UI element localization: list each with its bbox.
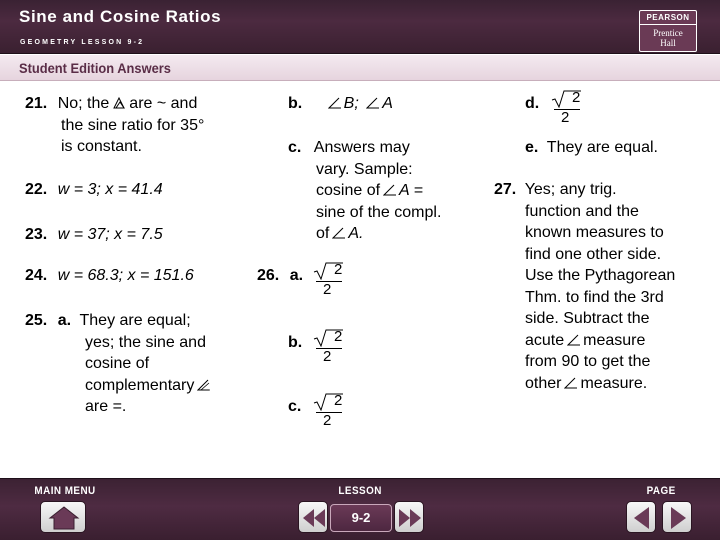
next-lesson-button[interactable] bbox=[394, 501, 424, 533]
angle-icon bbox=[366, 97, 380, 109]
answer-25: 25. a. They are equal; yes; the sine and cosine of complementary are =. bbox=[25, 310, 255, 418]
answer-26b-label: b. bbox=[288, 334, 303, 351]
fraction-26a: 2 2 bbox=[313, 262, 349, 300]
footer-nav bbox=[0, 478, 720, 540]
triangles-icon bbox=[112, 96, 126, 110]
angles-icon bbox=[197, 379, 211, 391]
home-icon bbox=[41, 502, 87, 534]
previous-page-button[interactable] bbox=[626, 501, 656, 533]
previous-page-icon bbox=[627, 502, 657, 534]
fraction-26c: 2 2 bbox=[313, 393, 349, 431]
answer-26e: e. They are equal. bbox=[525, 139, 658, 156]
main-menu-button[interactable] bbox=[40, 501, 86, 533]
section-title: Student Edition Answers bbox=[19, 60, 171, 76]
angle-icon bbox=[564, 377, 578, 389]
previous-lesson-button[interactable] bbox=[298, 501, 328, 533]
next-page-button[interactable] bbox=[662, 501, 692, 533]
angle-icon bbox=[328, 97, 342, 109]
rewind-icon bbox=[299, 502, 329, 534]
fast-forward-icon bbox=[395, 502, 425, 534]
next-page-icon bbox=[663, 502, 693, 534]
fraction-26b: 2 2 bbox=[313, 329, 349, 367]
answers-content bbox=[0, 82, 720, 477]
page-title: Sine and Cosine Ratios bbox=[19, 7, 222, 26]
lesson-number: 9-2 bbox=[330, 504, 392, 532]
answer-26d-label: d. bbox=[525, 95, 540, 112]
angle-icon bbox=[383, 184, 397, 196]
main-menu-label: MAIN MENU bbox=[34, 485, 96, 497]
publisher-logo: PEARSON Prentice Hall bbox=[639, 10, 697, 52]
fraction-26d: 2 2 bbox=[551, 90, 587, 128]
answer-26a-label: 26. a. bbox=[257, 267, 304, 284]
answer-24: 24. w = 68.3; x = 151.6 bbox=[25, 267, 194, 284]
answer-24c: c. Answers may vary. Sample: cosine of A = sine of the compl. of A. bbox=[288, 139, 442, 242]
header-bar bbox=[0, 0, 720, 54]
section-header bbox=[0, 55, 720, 81]
lesson-subtitle: GEOMETRY LESSON 9-2 bbox=[20, 39, 145, 46]
page-label: PAGE bbox=[646, 485, 676, 497]
answer-27: 27. Yes; any trig. function and the known measures to find one other side. Use the Pythagorean Thm. to find the 3rd side. Subtract the acute measure from 90 to get the other measure. bbox=[494, 181, 676, 392]
lesson-label: LESSON bbox=[338, 485, 382, 497]
angle-icon bbox=[332, 227, 346, 239]
answer-21: 21. No; the are ~ and the sine ratio for 35° is constant. bbox=[25, 95, 205, 155]
answer-number: 21. bbox=[25, 95, 48, 112]
angle-icon bbox=[567, 334, 581, 346]
answer-24b: b. B; A bbox=[288, 95, 393, 112]
answer-26c-label: c. bbox=[288, 398, 302, 415]
answer-22: 22. w = 3; x = 41.4 bbox=[25, 181, 163, 198]
answer-23: 23. w = 37; x = 7.5 bbox=[25, 226, 163, 243]
